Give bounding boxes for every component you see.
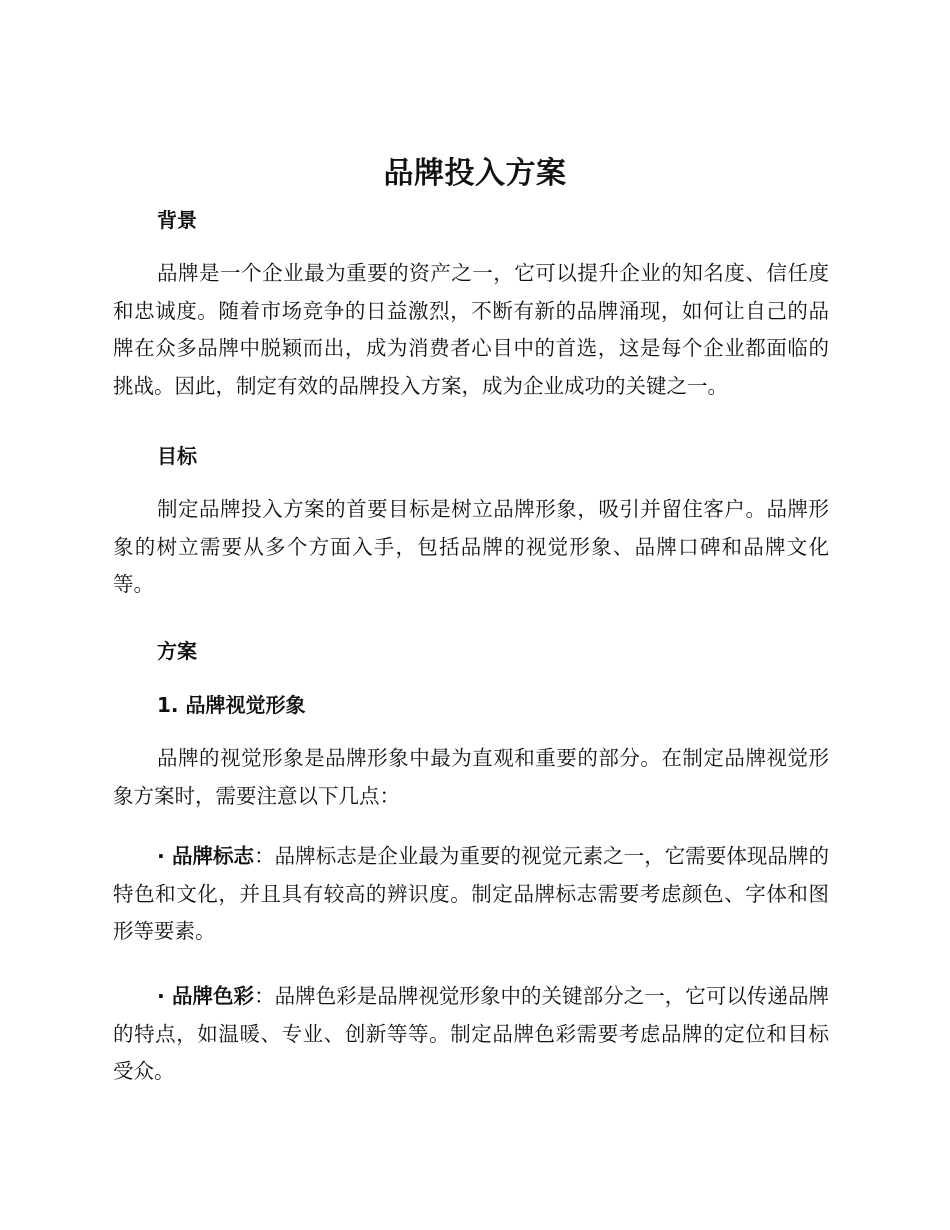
- document-title: 品牌投入方案: [383, 156, 567, 191]
- visual-identity-intro-paragraph: 品牌的视觉形象是品牌形象中最为直观和重要的部分。在制定品牌视觉形象方案时，需要注意以下几点：: [113, 746, 829, 808]
- subsection-heading-visual-identity: 1. 品牌视觉形象: [157, 693, 306, 717]
- bullet-label-brand-logo: · 品牌标志: [157, 844, 255, 868]
- bullet-text-brand-colors: ：品牌色彩是品牌视觉形象中的关键部分之一，它可以传递品牌的特点，如温暖、专业、创新等等。制定品牌色彩需要考虑品牌的定位和目标受众。: [113, 984, 829, 1083]
- section-heading-background: 背景: [157, 208, 197, 232]
- bullet-text-brand-logo: ：品牌标志是企业最为重要的视觉元素之一，它需要体现品牌的特色和文化，并且具有较高的辨识度。制定品牌标志需要考虑颜色、字体和图形等要素。: [113, 844, 829, 943]
- background-paragraph: 品牌是一个企业最为重要的资产之一，它可以提升企业的知名度、信任度和忠诚度。随着市场竞争的日益激烈，不断有新的品牌涌现，如何让自己的品牌在众多品牌中脱颖而出，成为消费者心目中的首选，这是每个企业都面临的挑战。因此，制定有效的品牌投入方案，成为企业成功的关键之一。: [113, 261, 829, 398]
- bullet-item-brand-colors: [113, 978, 829, 1091]
- goal-paragraph: 制定品牌投入方案的首要目标是树立品牌形象，吸引并留住客户。品牌形象的树立需要从多个方面入手，包括品牌的视觉形象、品牌口碑和品牌文化等。: [113, 497, 829, 596]
- bullet-item-brand-logo: [113, 838, 829, 951]
- section-heading-plan: 方案: [157, 639, 197, 663]
- section-heading-goal: 目标: [157, 444, 197, 468]
- bullet-label-brand-colors: · 品牌色彩: [157, 984, 255, 1008]
